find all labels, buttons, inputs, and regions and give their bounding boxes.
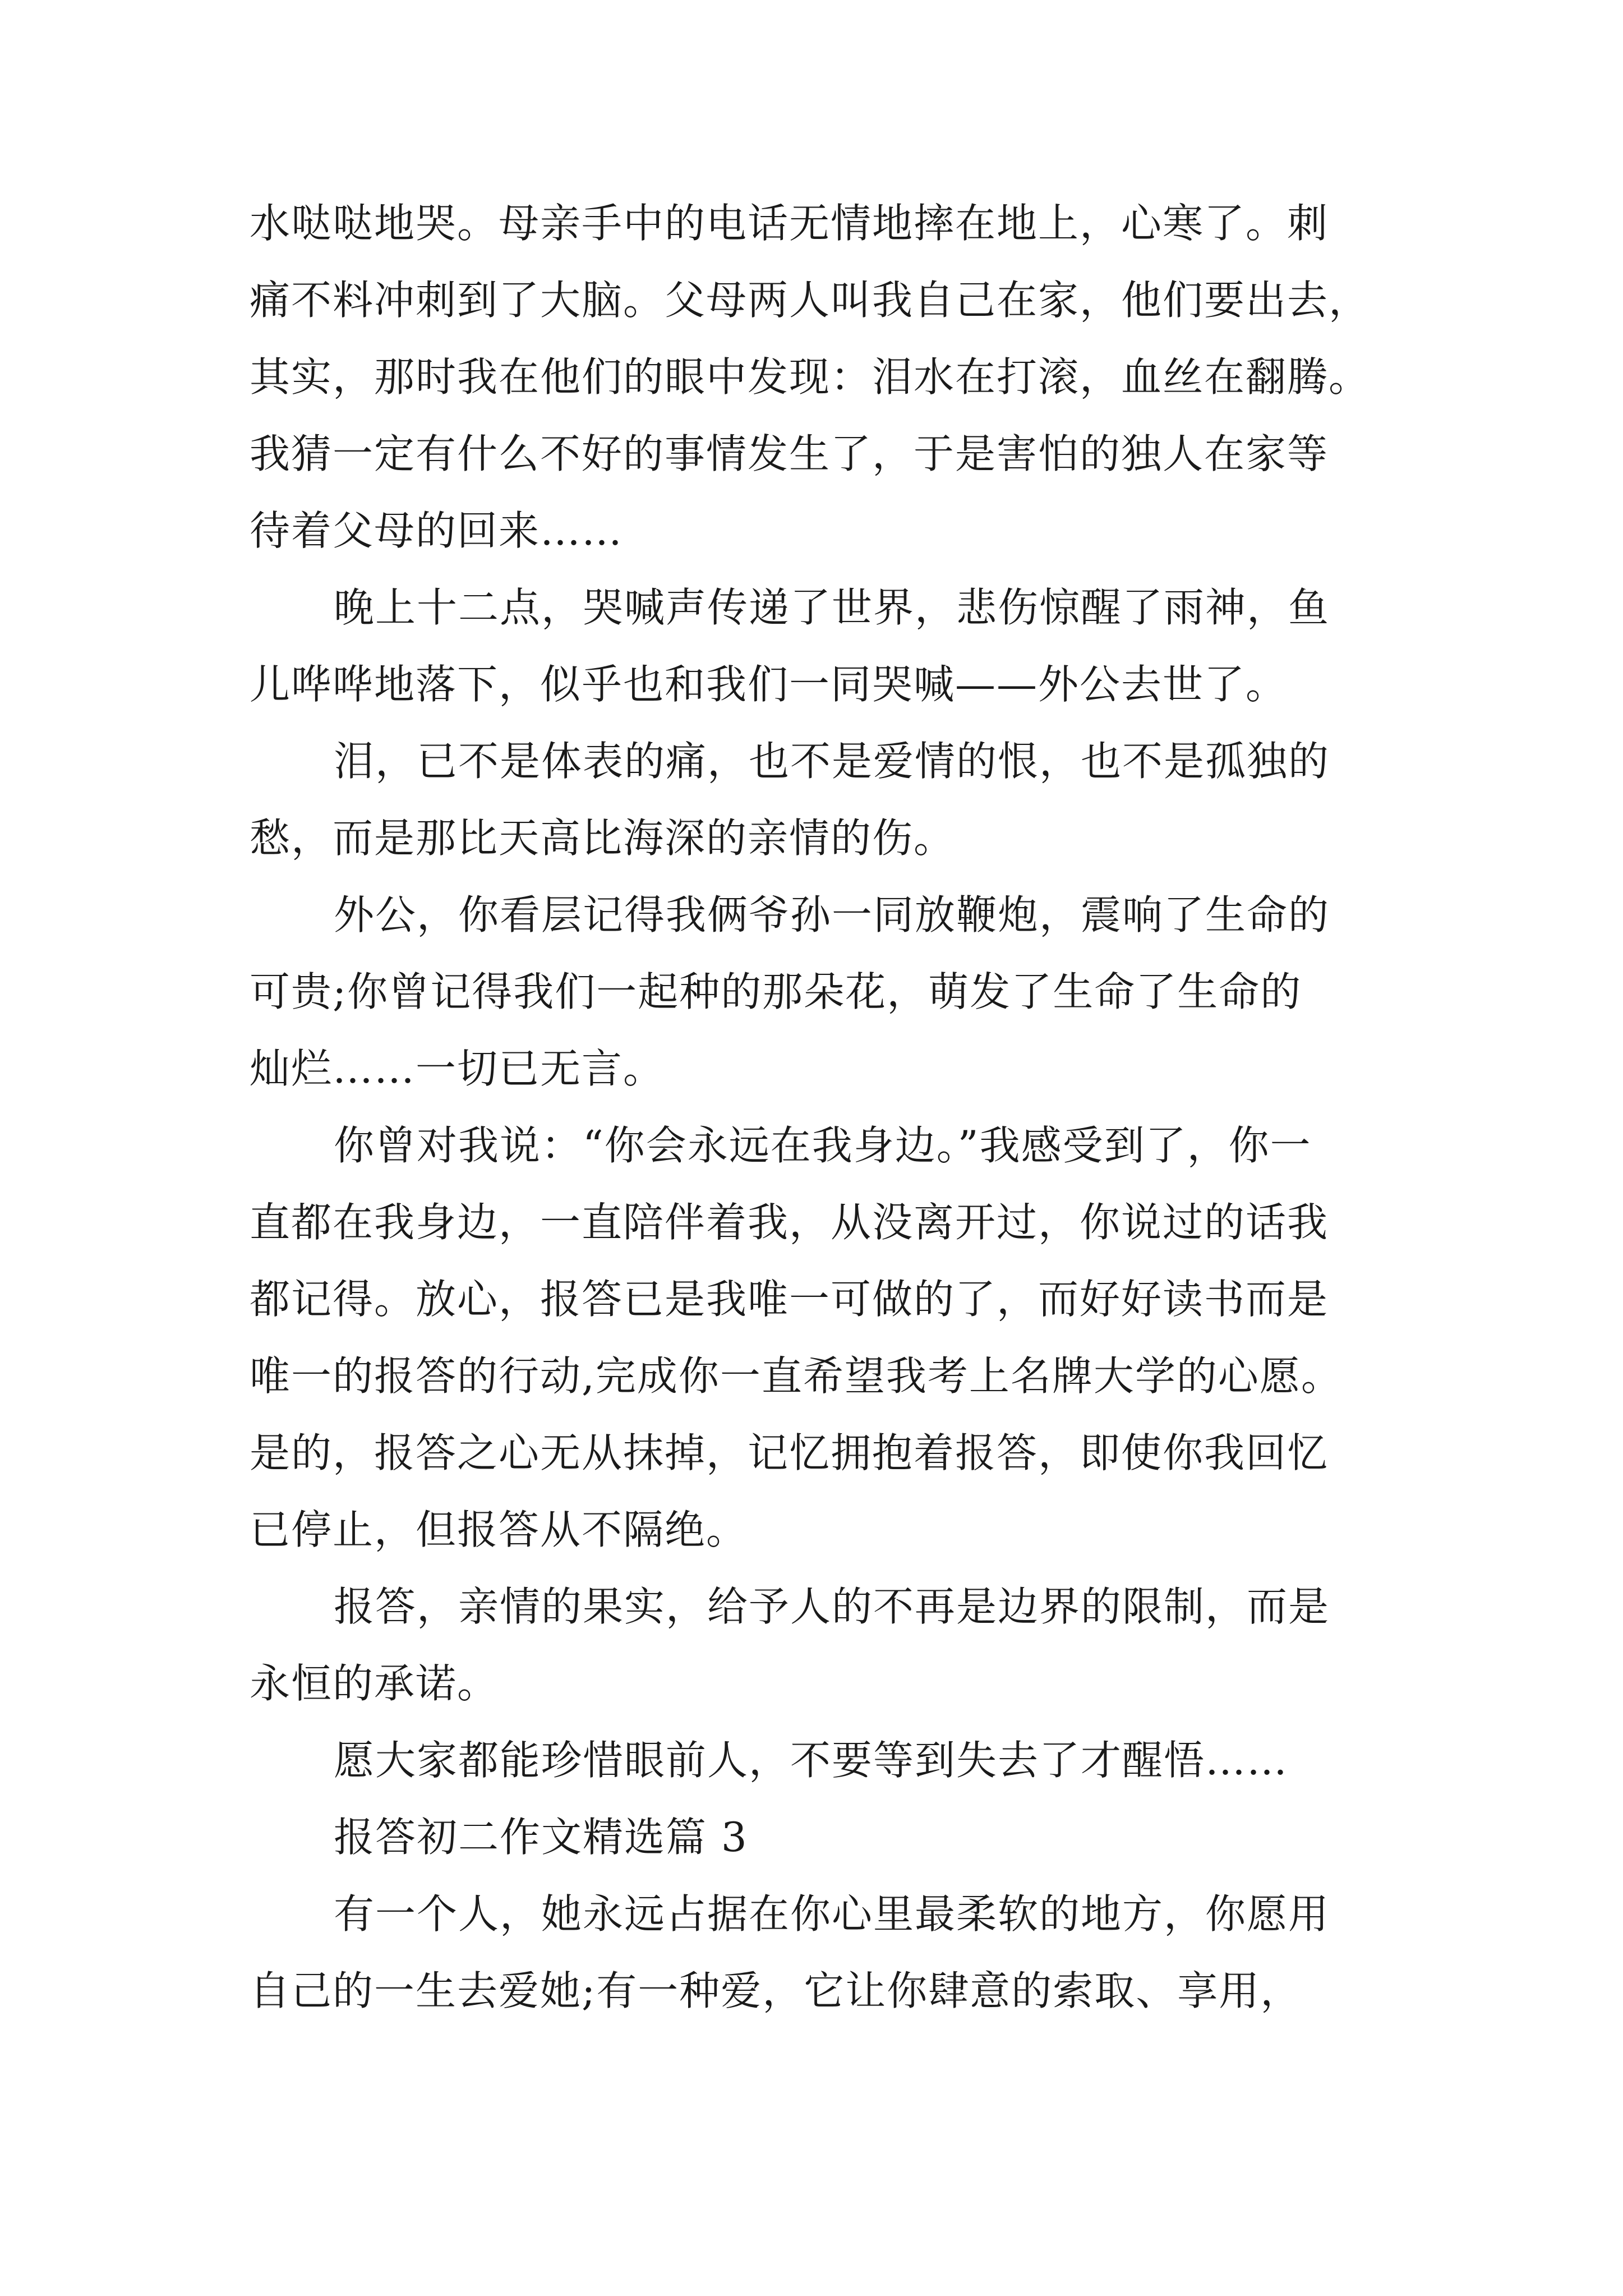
text-line: 永恒的承诺。 [250, 1660, 499, 1707]
text-line: 自己的一生去爱她;有一种爱，它让你肆意的索取、享用， [250, 1967, 1302, 2014]
text-line: 愿大家都能珍惜眼前人，不要等到失去了才醒悟…… [334, 1737, 1289, 1784]
text-line: 都记得。放心，报答已是我唯一可做的了，而好好读书而是 [250, 1276, 1329, 1323]
text-line: 其实，那时我在他们的眼中发现：泪水在打滚，血丝在翻腾。 [250, 353, 1371, 401]
text-line: 直都在我身边，一直陪伴着我，从没离开过，你说过的话我 [250, 1199, 1329, 1246]
paragraph [250, 1107, 1388, 1568]
paragraph [250, 723, 1388, 877]
paragraph [250, 1568, 1388, 1722]
text-line: 可贵;你曾记得我们一起种的那朵花，萌发了生命了生命的 [250, 968, 1302, 1015]
paragraph [250, 1722, 1388, 1799]
text-line: 报答，亲情的果实，给予人的不再是边界的限制，而是 [334, 1583, 1330, 1630]
text-line: 晚上十二点，哭喊声传递了世界，悲伤惊醒了雨神，鱼 [334, 584, 1330, 631]
text-line: 儿哗哗地落下，似乎也和我们一同哭喊——外公去世了。 [250, 661, 1288, 708]
text-line: 水哒哒地哭。母亲手中的电话无情地摔在地上，心寒了。刺 [250, 200, 1329, 247]
text-line: 已停止，但报答从不隔绝。 [250, 1506, 748, 1553]
text-line: 泪，已不是体表的痛，也不是爱情的恨，也不是孤独的 [334, 738, 1330, 785]
text-line: 痛不料冲刺到了大脑。父母两人叫我自己在家，他们要出去， [250, 277, 1371, 324]
paragraph [250, 185, 1388, 569]
document-body [250, 185, 1388, 2030]
section-heading [250, 1799, 1388, 1876]
paragraph [250, 569, 1388, 723]
text-line: 我猜一定有什么不好的事情发生了，于是害怕的独人在家等 [250, 430, 1329, 477]
text-line: 外公，你看层记得我俩爷孙一同放鞭炮，震响了生命的 [334, 891, 1330, 938]
text-line: 报答初二作文精选篇 3 [334, 1814, 748, 1861]
paragraph [250, 1876, 1388, 2030]
paragraph [250, 877, 1388, 1107]
text-line: 是的，报答之心无从抹掉，记忆拥抱着报答，即使你我回忆 [250, 1429, 1329, 1476]
text-line: 唯一的报答的行动,完成你一直希望我考上名牌大学的心愿。 [250, 1352, 1343, 1400]
text-line: 灿烂……一切已无言。 [250, 1045, 665, 1092]
text-line: 有一个人，她永远占据在你心里最柔软的地方，你愿用 [334, 1890, 1330, 1938]
text-line: 待着父母的回来…… [250, 507, 624, 554]
text-line: 愁，而是那比天高比海深的亲情的伤。 [250, 815, 956, 862]
text-line: 你曾对我说：“你会永远在我身边。”我感受到了，你一 [334, 1122, 1312, 1169]
